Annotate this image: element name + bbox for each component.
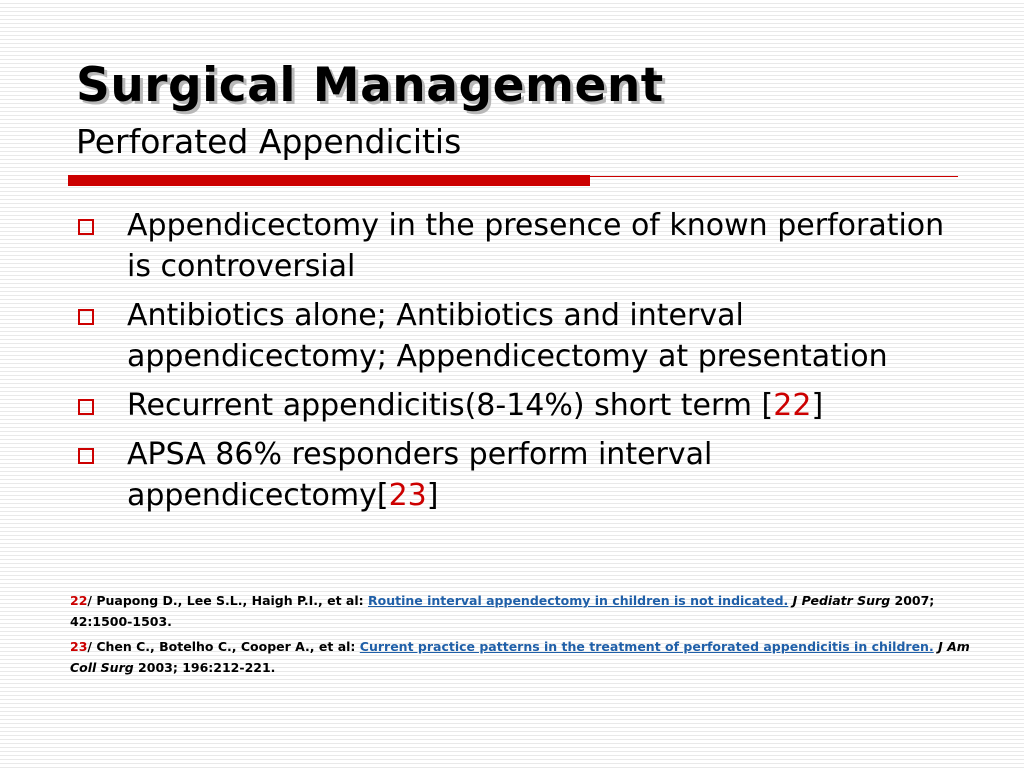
square-bullet-icon: [78, 448, 94, 464]
bullet-list: [76, 205, 976, 524]
bullet-item: [76, 434, 976, 516]
slide-subtitle: Perforated Appendicitis: [76, 122, 462, 161]
reference-journal: J Am Coll Surg: [70, 639, 970, 675]
bullet-item: [76, 205, 976, 287]
bullet-text-end: ]: [811, 388, 824, 423]
square-bullet-icon: [78, 399, 94, 415]
references: [70, 590, 975, 682]
bullet-text: Antibiotics alone; Antibiotics and interval appendicectomy; Appendicectomy at presentation: [127, 298, 888, 374]
reference-link[interactable]: Routine interval appendectomy in children is not indicated.: [368, 593, 789, 608]
reference-authors: / Chen C., Botelho C., Cooper A., et al:: [87, 639, 360, 654]
reference-item: [70, 590, 975, 632]
bullet-item: [76, 385, 976, 426]
citation-ref: 23: [388, 478, 427, 513]
bullet-text: Recurrent appendicitis(8-14%) short term [: [127, 388, 774, 423]
reference-link[interactable]: Current practice patterns in the treatment of perforated appendicitis in children.: [359, 639, 934, 654]
citation-ref: 22: [773, 388, 812, 423]
reference-number: 22: [70, 593, 88, 608]
slide-title: Surgical Management: [76, 58, 664, 113]
reference-authors: / Puapong D., Lee S.L., Haigh P.I., et al:: [87, 593, 368, 608]
reference-details: 2007; 42:1500-1503.: [70, 593, 935, 629]
bullet-text: Appendicectomy in the presence of known perforation is controversial: [127, 208, 945, 284]
reference-details: 2003; 196:212-221.: [133, 660, 276, 675]
square-bullet-icon: [78, 309, 94, 325]
bullet-item: [76, 295, 976, 377]
reference-item: [70, 636, 975, 678]
reference-number: 23: [70, 639, 88, 654]
reference-journal: J Pediatr Surg: [788, 593, 891, 608]
bullet-text-end: ]: [426, 478, 439, 513]
square-bullet-icon: [78, 219, 94, 235]
title-divider-thick: [68, 175, 590, 186]
title-divider-thin: [590, 176, 958, 177]
bullet-text: APSA 86% responders perform interval appendicectomy[: [127, 437, 713, 513]
